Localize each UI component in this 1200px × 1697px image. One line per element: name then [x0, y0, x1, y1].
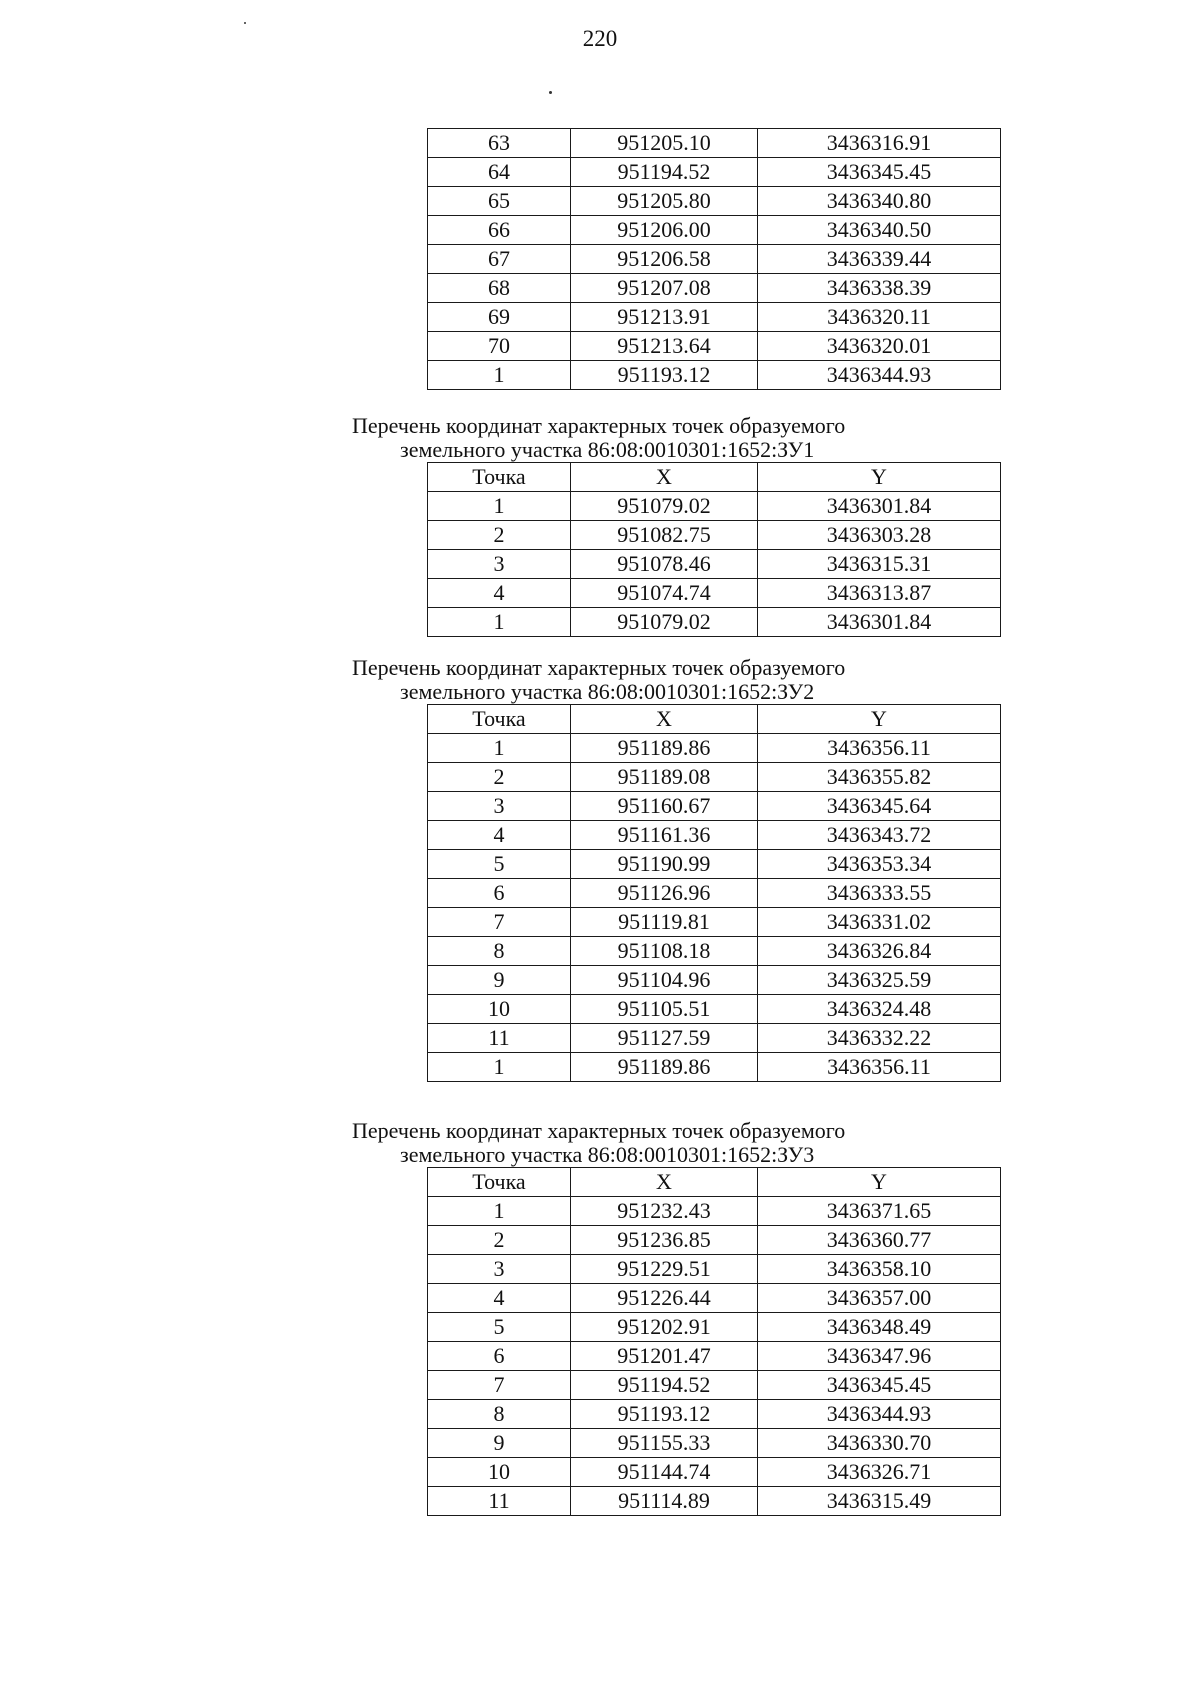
- table-row: [428, 734, 1001, 763]
- cell-point: 63: [428, 129, 571, 158]
- cell-point: 1: [428, 1053, 571, 1082]
- cell-point: 5: [428, 1313, 571, 1342]
- cell-x: 951160.67: [571, 792, 758, 821]
- cell-x: 951229.51: [571, 1255, 758, 1284]
- table-row: [428, 1284, 1001, 1313]
- section-zu2: [0, 656, 1200, 1082]
- cell-x: 951144.74: [571, 1458, 758, 1487]
- scan-speck: [549, 91, 552, 94]
- table-row: [428, 579, 1001, 608]
- cell-y: 3436316.91: [758, 129, 1001, 158]
- cell-y: 3436315.49: [758, 1487, 1001, 1516]
- header-point: Точка: [428, 705, 571, 734]
- cell-x: 951189.08: [571, 763, 758, 792]
- cell-point: 1: [428, 1197, 571, 1226]
- cell-x: 951119.81: [571, 908, 758, 937]
- table-header-row: [428, 1168, 1001, 1197]
- header-x: X: [571, 463, 758, 492]
- cell-y: 3436358.10: [758, 1255, 1001, 1284]
- cell-point: 6: [428, 879, 571, 908]
- cell-y: 3436340.80: [758, 187, 1001, 216]
- cell-x: 951189.86: [571, 1053, 758, 1082]
- header-x: X: [571, 1168, 758, 1197]
- cell-y: 3436326.84: [758, 937, 1001, 966]
- cell-y: 3436347.96: [758, 1342, 1001, 1371]
- page-number: 220: [582, 26, 618, 51]
- cell-point: 1: [428, 734, 571, 763]
- cell-x: 951161.36: [571, 821, 758, 850]
- header-x: X: [571, 705, 758, 734]
- cell-point: 8: [428, 937, 571, 966]
- cell-x: 951194.52: [571, 1371, 758, 1400]
- table-row: [428, 995, 1001, 1024]
- cell-y: 3436325.59: [758, 966, 1001, 995]
- table-row: [428, 1226, 1001, 1255]
- cell-point: 9: [428, 1429, 571, 1458]
- cell-point: 65: [428, 187, 571, 216]
- cell-y: 3436357.00: [758, 1284, 1001, 1313]
- table-header-row: [428, 705, 1001, 734]
- cell-y: 3436330.70: [758, 1429, 1001, 1458]
- section-caption: [0, 414, 1200, 462]
- header-y: Y: [758, 705, 1001, 734]
- cell-y: 3436348.49: [758, 1313, 1001, 1342]
- cell-x: 951193.12: [571, 1400, 758, 1429]
- section-zu1: [0, 414, 1200, 637]
- table-row: [428, 908, 1001, 937]
- table-row: [428, 303, 1001, 332]
- cell-point: 64: [428, 158, 571, 187]
- cell-y: 3436345.45: [758, 1371, 1001, 1400]
- cell-y: 3436320.01: [758, 332, 1001, 361]
- caption-line-1: Перечень координат характерных точек образуемого: [352, 1118, 846, 1143]
- table-row: [428, 1371, 1001, 1400]
- table-row: [428, 521, 1001, 550]
- table-row: [428, 274, 1001, 303]
- cell-point: 1: [428, 492, 571, 521]
- cell-y: 3436313.87: [758, 579, 1001, 608]
- cell-x: 951078.46: [571, 550, 758, 579]
- continuation-block: [0, 128, 1200, 390]
- coordinates-table: [427, 462, 1001, 637]
- cell-x: 951105.51: [571, 995, 758, 1024]
- cell-point: 2: [428, 521, 571, 550]
- cell-point: 69: [428, 303, 571, 332]
- caption-line-2: земельного участка 86:08:0010301:1652:ЗУ1: [400, 437, 815, 462]
- cell-x: 951193.12: [571, 361, 758, 390]
- cell-point: 67: [428, 245, 571, 274]
- cell-point: 10: [428, 995, 571, 1024]
- cell-x: 951108.18: [571, 937, 758, 966]
- cell-x: 951190.99: [571, 850, 758, 879]
- table-row: [428, 361, 1001, 390]
- table-row: [428, 1429, 1001, 1458]
- cell-x: 951126.96: [571, 879, 758, 908]
- cell-point: 5: [428, 850, 571, 879]
- coordinates-table: [427, 1167, 1001, 1516]
- cell-x: 951189.86: [571, 734, 758, 763]
- cell-y: 3436345.64: [758, 792, 1001, 821]
- cell-x: 951213.91: [571, 303, 758, 332]
- cell-y: 3436324.48: [758, 995, 1001, 1024]
- table-row: [428, 792, 1001, 821]
- cell-y: 3436360.77: [758, 1226, 1001, 1255]
- cell-point: 4: [428, 1284, 571, 1313]
- cell-point: 6: [428, 1342, 571, 1371]
- cell-point: 7: [428, 908, 571, 937]
- table-row: [428, 937, 1001, 966]
- cell-x: 951213.64: [571, 332, 758, 361]
- cell-x: 951074.74: [571, 579, 758, 608]
- cell-y: 3436344.93: [758, 1400, 1001, 1429]
- continuation-table: [427, 128, 1001, 390]
- table-row: [428, 1255, 1001, 1284]
- cell-y: 3436303.28: [758, 521, 1001, 550]
- cell-x: 951201.47: [571, 1342, 758, 1371]
- table-row: [428, 763, 1001, 792]
- cell-y: 3436345.45: [758, 158, 1001, 187]
- section-caption: [0, 656, 1200, 704]
- cell-y: 3436333.55: [758, 879, 1001, 908]
- cell-x: 951079.02: [571, 608, 758, 637]
- header-y: Y: [758, 463, 1001, 492]
- cell-y: 3436356.11: [758, 1053, 1001, 1082]
- cell-x: 951127.59: [571, 1024, 758, 1053]
- cell-point: 4: [428, 821, 571, 850]
- table-row: [428, 1024, 1001, 1053]
- cell-x: 951207.08: [571, 274, 758, 303]
- cell-point: 10: [428, 1458, 571, 1487]
- cell-y: 3436344.93: [758, 361, 1001, 390]
- cell-x: 951082.75: [571, 521, 758, 550]
- table-header-row: [428, 463, 1001, 492]
- cell-x: 951155.33: [571, 1429, 758, 1458]
- cell-y: 3436331.02: [758, 908, 1001, 937]
- cell-point: 2: [428, 1226, 571, 1255]
- cell-y: 3436371.65: [758, 1197, 1001, 1226]
- cell-x: 951206.58: [571, 245, 758, 274]
- cell-y: 3436339.44: [758, 245, 1001, 274]
- header-y: Y: [758, 1168, 1001, 1197]
- cell-point: 8: [428, 1400, 571, 1429]
- cell-y: 3436320.11: [758, 303, 1001, 332]
- table-row: [428, 879, 1001, 908]
- cell-point: 1: [428, 361, 571, 390]
- table-row: [428, 1458, 1001, 1487]
- cell-point: 11: [428, 1487, 571, 1516]
- cell-point: 3: [428, 1255, 571, 1284]
- cell-y: 3436340.50: [758, 216, 1001, 245]
- cell-y: 3436315.31: [758, 550, 1001, 579]
- section-zu3: [0, 1119, 1200, 1516]
- header-point: Точка: [428, 1168, 571, 1197]
- cell-x: 951206.00: [571, 216, 758, 245]
- cell-y: 3436355.82: [758, 763, 1001, 792]
- caption-line-2: земельного участка 86:08:0010301:1652:ЗУ2: [400, 679, 815, 704]
- table-row: [428, 216, 1001, 245]
- cell-x: 951205.80: [571, 187, 758, 216]
- section-caption: [0, 1119, 1200, 1167]
- cell-x: 951079.02: [571, 492, 758, 521]
- cell-point: 1: [428, 608, 571, 637]
- table-row: [428, 850, 1001, 879]
- table-row: [428, 1400, 1001, 1429]
- cell-x: 951226.44: [571, 1284, 758, 1313]
- header-point: Точка: [428, 463, 571, 492]
- caption-line-1: Перечень координат характерных точек образуемого: [352, 413, 846, 438]
- cell-point: 9: [428, 966, 571, 995]
- scan-speck: [244, 22, 246, 24]
- cell-x: 951205.10: [571, 129, 758, 158]
- table-row: [428, 966, 1001, 995]
- cell-point: 3: [428, 550, 571, 579]
- cell-y: 3436326.71: [758, 1458, 1001, 1487]
- cell-y: 3436301.84: [758, 492, 1001, 521]
- cell-point: 70: [428, 332, 571, 361]
- cell-point: 66: [428, 216, 571, 245]
- cell-x: 951232.43: [571, 1197, 758, 1226]
- caption-line-1: Перечень координат характерных точек образуемого: [352, 655, 846, 680]
- table-row: [428, 158, 1001, 187]
- cell-point: 3: [428, 792, 571, 821]
- cell-y: 3436338.39: [758, 274, 1001, 303]
- table-row: [428, 332, 1001, 361]
- coordinates-table: [427, 704, 1001, 1082]
- cell-point: 11: [428, 1024, 571, 1053]
- table-row: [428, 129, 1001, 158]
- cell-y: 3436301.84: [758, 608, 1001, 637]
- table-row: [428, 187, 1001, 216]
- table-row: [428, 1342, 1001, 1371]
- table-row: [428, 608, 1001, 637]
- cell-x: 951114.89: [571, 1487, 758, 1516]
- table-row: [428, 492, 1001, 521]
- table-row: [428, 1197, 1001, 1226]
- table-row: [428, 1487, 1001, 1516]
- table-row: [428, 821, 1001, 850]
- table-row: [428, 1313, 1001, 1342]
- cell-point: 68: [428, 274, 571, 303]
- cell-x: 951202.91: [571, 1313, 758, 1342]
- cell-x: 951236.85: [571, 1226, 758, 1255]
- caption-line-2: земельного участка 86:08:0010301:1652:ЗУ3: [400, 1142, 815, 1167]
- cell-point: 7: [428, 1371, 571, 1400]
- cell-x: 951104.96: [571, 966, 758, 995]
- cell-y: 3436353.34: [758, 850, 1001, 879]
- table-row: [428, 1053, 1001, 1082]
- cell-y: 3436356.11: [758, 734, 1001, 763]
- table-row: [428, 245, 1001, 274]
- table-row: [428, 550, 1001, 579]
- cell-y: 3436343.72: [758, 821, 1001, 850]
- cell-y: 3436332.22: [758, 1024, 1001, 1053]
- cell-point: 4: [428, 579, 571, 608]
- cell-point: 2: [428, 763, 571, 792]
- cell-x: 951194.52: [571, 158, 758, 187]
